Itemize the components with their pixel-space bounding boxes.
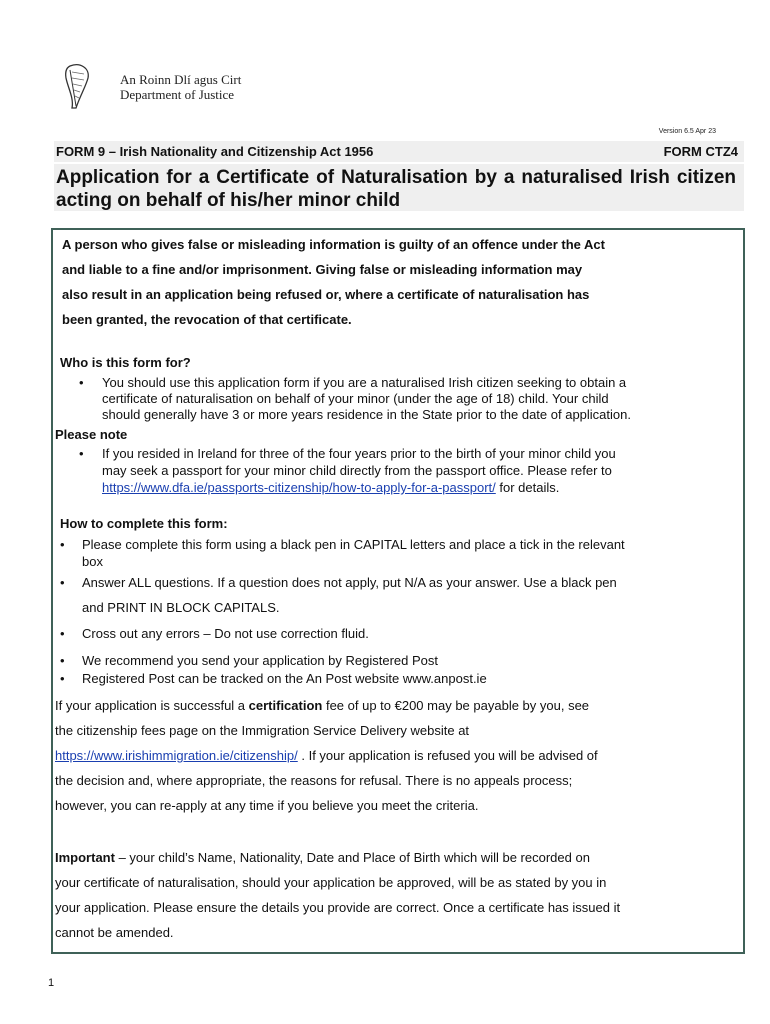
- warning-line-1: A person who gives false or misleading information is guilty of an offence under the Act: [62, 237, 605, 252]
- important-line-4: cannot be amended.: [55, 925, 174, 940]
- note-text-1: If you resided in Ireland for three of the four years prior to the birth of your minor child you: [102, 446, 616, 461]
- bullet-icon: •: [79, 446, 84, 461]
- form-title: Application for a Certificate of Naturalisation by a naturalised Irish citizen acting on behalf of his/her minor child: [56, 167, 736, 211]
- bullet-icon: •: [60, 671, 65, 686]
- who-text-1: You should use this application form if you are a naturalised Irish citizen seeking to obtain a: [102, 375, 627, 390]
- warning-line-3: also result in an application being refused or, where a certificate of naturalisation has: [62, 287, 590, 302]
- information-box: [51, 228, 745, 954]
- bullet-icon: •: [60, 537, 65, 552]
- important-label: Important: [55, 850, 115, 865]
- fees-line-1: If your application is successful a certification fee of up to €200 may be payable by you, see: [55, 698, 590, 713]
- certification-word: certification: [248, 698, 323, 713]
- department-name-irish: An Roinn Dlí agus Cirt: [120, 72, 242, 87]
- note-text-3: for details.: [495, 480, 560, 495]
- bullet-icon: •: [60, 626, 65, 641]
- how-text-3: Cross out any errors – Do not use correction fluid.: [82, 626, 369, 641]
- who-text-2: certificate of naturalisation on behalf of your minor (under the age of 18) child. Your child: [102, 391, 609, 406]
- warning-line-2: and liable to a fine and/or imprisonment. Giving false or misleading information may: [62, 262, 583, 277]
- important-line-2: your certificate of naturalisation, should your application be approved, will be as stated by you in: [55, 875, 607, 890]
- important-line-3: your application. Please ensure the details you provide are correct. Once a certificate has issued it: [55, 900, 621, 915]
- how-text-4: We recommend you send your application by Registered Post: [82, 653, 439, 668]
- fees-line-2: the citizenship fees page on the Immigration Service Delivery website at: [55, 723, 470, 738]
- passport-link[interactable]: https://www.dfa.ie/passports-citizenship/how-to-apply-for-a-passport/: [102, 480, 496, 495]
- page-number: 1: [48, 977, 55, 989]
- how-text-1b: box: [82, 554, 103, 569]
- how-heading: How to complete this form:: [60, 516, 228, 531]
- title-band: [54, 164, 744, 211]
- how-text-2a: Answer ALL questions. If a question does not apply, put N/A as your answer. Use a black pen: [82, 575, 617, 590]
- bullet-icon: •: [79, 375, 84, 390]
- form-code: FORM CTZ4: [663, 144, 738, 159]
- note-text-2: may seek a passport for your minor child directly from the passport office. Please refer to: [102, 463, 612, 478]
- important-line-1: Important – your child’s Name, Nationality, Date and Place of Birth which will be recorded on: [55, 850, 590, 865]
- version-label: Version 6.5 Apr 23: [658, 128, 716, 135]
- citizenship-fees-link[interactable]: https://www.irishimmigration.ie/citizenship/: [55, 748, 298, 763]
- bullet-icon: •: [60, 575, 65, 590]
- fees-line-5: however, you can re-apply at any time if you believe you meet the criteria.: [55, 798, 479, 813]
- bullet-icon: •: [60, 653, 65, 668]
- form-header-band: [54, 141, 744, 162]
- how-text-2b: and PRINT IN BLOCK CAPITALS.: [82, 600, 280, 615]
- warning-line-4: been granted, the revocation of that certificate.: [62, 312, 352, 327]
- how-text-5: Registered Post can be tracked on the An Post website www.anpost.ie: [82, 671, 487, 686]
- who-text-3: should generally have 3 or more years residence in the State prior to the date of application.: [102, 407, 631, 422]
- how-text-1a: Please complete this form using a black pen in CAPITAL letters and place a tick in the relevant: [82, 537, 625, 552]
- fees-line-3: https://www.irishimmigration.ie/citizenship/ . If your application is refused you will be advised of: [55, 748, 598, 763]
- department-logo: [62, 62, 262, 114]
- form-act-label: FORM 9 – Irish Nationality and Citizenship Act 1956: [56, 144, 374, 159]
- note-heading: Please note: [55, 427, 128, 442]
- department-name-english: Department of Justice: [120, 87, 235, 102]
- fees-line-4: the decision and, where appropriate, the reasons for refusal. There is no appeals process;: [55, 773, 573, 788]
- harp-icon: [62, 62, 92, 112]
- who-heading: Who is this form for?: [60, 355, 191, 370]
